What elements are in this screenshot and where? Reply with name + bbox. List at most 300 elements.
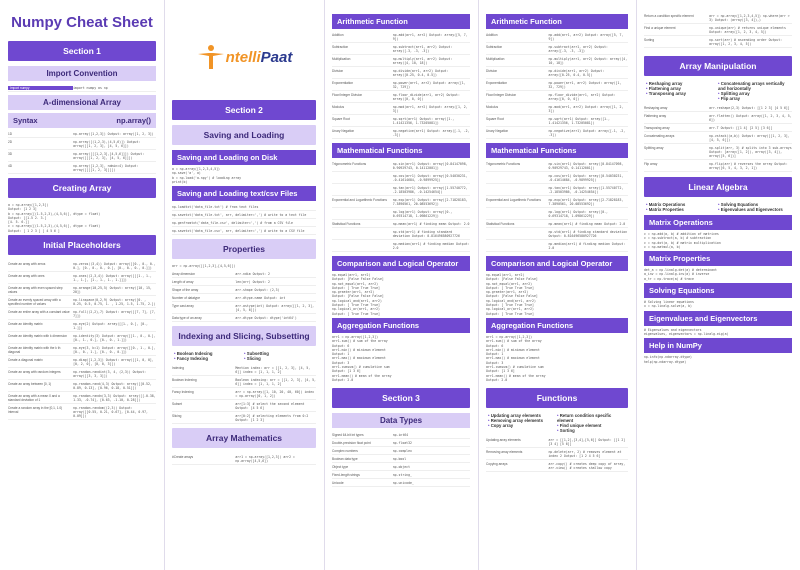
row-label: Create an identity matrix [8,321,43,326]
row-label: Create an array with even spaced step values [8,285,63,294]
row-code: arr = np.array([1,2,3,4,5]) np.where(arr > 3) Output: (array([3, 4]),) [709,13,790,22]
row-label: Shape of the array [172,287,199,292]
row-code: arr[0:2] # selecting elements from 0:2 Output: [1 2 3] [235,413,309,422]
row-label: Find a unique element [644,25,676,30]
linear-algebra-header: Linear Algebra [644,177,792,197]
table-row [172,412,316,424]
table-row [486,460,628,472]
row-code: np.divide(arr1, arr2) Output: array([0.25, 0.4, 0.5]) [548,68,605,77]
creating-array-header: Creating Array [8,178,156,198]
comparison-header: Comparison and Logical Operator [332,256,470,271]
table-row [8,260,156,272]
table-row [644,104,792,112]
syntax-key: Syntax [13,116,38,125]
list-item-text: np.genfromtxt('data_file.csv', delimiter=',') # from a CSV file [172,220,293,225]
row-code: np.mean(arr1) # finding mean Output: 2.0 [392,221,470,226]
row-code: arr.dtype Output: dtype('int64') [235,315,297,320]
table-row [644,12,792,24]
bullet-item: • Concatenating arrays vertically and horizontally [718,81,790,91]
table-row [332,67,470,79]
table-row [332,43,470,55]
table-row [332,79,470,91]
table-row [8,392,156,404]
table-row [332,479,470,487]
row-code: np.mean(arr1) # finding mean Output: 2.0 [548,221,626,226]
table-row [486,184,628,196]
row-label: Trigonometric Functions [332,161,367,166]
row-label: Flattening array [644,113,667,118]
math-function-rows-2 [478,160,636,252]
row-code: np.array([1,2,3]) Output: array([1, 2, 3]) [73,131,154,136]
row-code: np.floor_divide(arr1, arr2) Output: array([0, 0, 0]) [548,92,616,101]
import-convention-header: Import Convention [8,66,156,81]
nd-rows [0,130,164,174]
table-row [332,228,470,240]
row-code: Mention index: arr = [[1, 2, 3], [4, 5, 6]] index = [1, 1, 1, 2] [235,365,311,374]
table-row [332,447,470,455]
table-row [8,356,156,368]
bullet-item: • Matrix Operations [646,202,718,207]
aggregation-code: arr1 = np.array([1,2,3]) arr1.sum() # sum of the array Output: 6 arr1.min() # minimum element Output: 1 arr1.max() # maximum element Output: 3 arr1.cumsum() # cumulative sum Output: [1 3 6] arr1.mean() # mean of the array Output: 2.0 [332,334,392,382]
row-code: np.median(arr1) # finding median Output: 2.0 [548,241,626,250]
table-row [8,320,156,332]
row-label: Exponentiation [332,80,354,85]
list-item [172,211,316,219]
table-row [486,115,628,127]
bullet-item: • Reshaping array [646,81,718,86]
list-item [172,219,316,227]
aggregation-header-2: Aggregation Functions [486,318,628,333]
row-label [332,230,393,238]
row-code: np.identity(3) Output: array([[1., 0., 0.], [0., 1., 0.], [0., 0., 1.]]) [73,333,156,342]
row-label: Boolean Indexing [172,377,197,382]
import-row-value: import numpy as np [73,85,108,90]
eigen-header: Eigenvalues and Eigenvectors [644,311,792,326]
disk-header: Saving and Loading on Disk [172,150,316,165]
bullet-item: • Subsetting [244,351,314,356]
section-2-header: Section 2 [172,100,316,120]
row-code: np.int64 [392,432,409,437]
help-code: np.info(np.ndarray.dtype) help(np.ndarray.dtype) [644,355,692,364]
indexing-bullets-left [174,351,244,361]
section-1-header: Section 1 [8,41,156,61]
row-code: np.linspace(0,2,9) Output: array([0. , 0.25, 0.5, 0.75, 1. , 1.25, 1.5, 1.75, 2.]) [73,297,156,306]
bullet-item: • Boolean Indexing [174,351,244,356]
saving-loading-header: Saving and Loading [172,125,316,145]
row-label [332,186,393,194]
comparison-code: np.equal(arr1, arr2) Output: [False False False] np.not_equal(arr1, arr2) Output: [ True True True] np.greater(arr1, arr2) Output: [False False False] np.logical_and(arr1, arr2) Output: [ True True True] np.logical_or(arr1, arr2) Output: [ True True True] [332,273,384,316]
array-math-rows [164,453,324,465]
column-2 [164,0,324,570]
table-row [172,302,316,314]
table-row [644,124,792,132]
bullet-item: • Updating array elements [488,413,557,418]
row-code: np.std(arr1) # finding standard deviation Output: 0.816496580927726 [548,229,628,238]
table-row [486,448,628,460]
functions-bullets-right [557,413,626,433]
row-label: Addition [486,32,498,37]
bullet-item: • Return condition specific element [557,413,626,423]
row-label: Fixed-length strings [332,472,360,477]
row-label: Subtraction [332,44,349,49]
table-row [332,439,470,447]
row-code: np.cos(arr1) Output: array([0.54030231, -0.41614684, -0.9899925]) [548,173,624,182]
row-label: Modulus [332,104,345,109]
row-label: Flip array [644,161,658,166]
syntax-row [8,113,156,128]
table-row [332,115,470,127]
list-item-text: np.savetxt('data_file.txt', arr, delimiter=',') # write to a text file [172,212,307,217]
row-label: Splitting array [644,145,664,150]
table-row [332,172,470,184]
row-code: np.sort(arr) # ascending order Output: array([1, 2, 3, 4, 5]) [709,37,783,46]
row-label: Unary Negation [332,128,355,133]
row-label: Division [486,68,498,73]
table-row [8,284,156,296]
row-code: np.random.randint(3, 4, (2,3)) Output: array([[3, 3, 3]]) [73,369,147,378]
properties-header: Properties [172,239,316,259]
row-label: Unary Negation [486,128,509,133]
row-label: Length of array [172,279,194,284]
row-label: Create an array with zeros [8,261,46,266]
row-code: np.negative(arr1) Output: array([-1, -2, -3]) [548,128,626,137]
row-label: Floor/Integer Division [486,92,517,97]
table-row [486,103,628,115]
list-item-text: np.savetxt('data_file.csv', arr, delimiter=',') # write to a CSV file [172,228,305,233]
aggregation-header: Aggregation Functions [332,318,470,333]
import-row [8,84,156,92]
solving-equations-header: Solving Equations [644,283,792,298]
column-5 [636,0,800,570]
math-functions-header: Mathematical Functions [332,143,470,158]
row-code: np.diag([1,2,3]) Output: array([[1, 0, 0], [0, 2, 0], [0, 0, 3]]) [73,357,154,366]
arith-header-2: Arithmetic Function [486,14,628,29]
table-row [644,160,792,172]
table-row [332,91,470,103]
row-label: Create an array with a mean 0 and a standard deviation of 1 [8,393,60,402]
nd-array-header: A-dimensional Array [8,95,156,110]
row-label: Trigonometric Functions [486,161,521,166]
row-code: np.array([1,2,3], ndmin=4) Output: array([[[[1, 2, 3]]]]) [73,163,139,172]
row-label: Exponential and Logarithmic Functions [486,197,541,202]
row-label: Slicing [172,413,182,418]
row-label: Subset [172,401,182,406]
intellipaat-logo [164,44,324,70]
row-label: Create an array between [0, 1) [8,381,52,386]
table-row [332,31,470,43]
row-label [486,174,548,182]
table-row [486,67,628,79]
row-label: Square Root [332,116,350,121]
table-row [486,43,628,55]
row-label: Create a random array in the [0,1, 1.0) interval [8,405,63,414]
row-code: arr = np.array([1, 10, 20, 40, 60]) index = np.array([0, 1, 2]) [235,389,315,398]
bullet-item: • Flip array [718,96,790,101]
row-label: Return a condition specific element [644,13,694,18]
indexing-rows [164,364,324,424]
table-row [332,463,470,471]
table-row [8,150,156,162]
bullet-item: • Eigenvalues and Eigenvectors [718,207,790,212]
row-code: np.log(arr1) Output: array([0., 0.69314718, 1.09861229]) [548,209,608,218]
bullet-item: • Sorting [557,428,626,433]
column-3 [324,0,478,570]
row-label: 2D [8,139,13,144]
row-label: Indexing [172,365,185,370]
table-row [332,431,470,439]
property-rows [164,270,324,322]
table-row [486,91,628,103]
row-label [332,210,393,218]
row-label [486,210,548,218]
row-label: Multiplication [486,56,505,61]
array-math-header: Array Mathematics [172,428,316,448]
array-manipulation-header: Array Manipulation [644,56,792,76]
row-label: Division [332,68,344,73]
bullet-item: • Flattening array [646,86,718,91]
manipulation-bullets [646,81,790,101]
arith-rows-2 [478,31,636,139]
row-code: Boolean indexing: arr = [[1, 2, 3], [4, 5, 6]] index = [1, 1, 1, 2] [235,377,316,386]
bullet-item: • Find unique element [557,423,626,428]
table-row [172,376,316,388]
row-code: np.mod(arr1, arr2) Output: array([1, 2, 3]) [392,104,468,113]
row-code: np.random.random((2,3)) Output: array([[0.55, 0.21, 0.67], [0.44, 0.97, 0.09]]) [73,405,148,418]
row-label: Object type [332,464,349,469]
row-label: Reshaping array [644,105,668,110]
row-code: np.multiply(arr1, arr2) Output: array([4, 10, 18]) [548,56,628,65]
row-code: np.array([[[1,2,3],[4,5,6]]]) Output: array([[[1, 2, 3], [4, 5, 6]]]) [73,151,145,160]
bullet-item: • Copy array [488,423,557,428]
row-code: arr.T Output: [[1 4] [2 5] [3 6]] [709,125,773,130]
row-label [486,186,548,194]
bullet-item: • Fancy Indexing [174,356,244,361]
row-label: Number of datatype [172,295,200,300]
row-code: np.std(arr1) # finding standard deviation Output: 0.816496580927726 [392,229,460,238]
logo-figure-icon [196,44,226,70]
eigen-code: # Eigenvalues and eigenvectors eigenvalues, eigenvectors = np.linalg.eig(a) [644,327,729,336]
table-row [332,55,470,67]
table-row [8,404,156,420]
table-row [8,162,156,174]
manipulation-bullets-right [718,81,790,101]
linalg-bullets-right [718,202,790,212]
properties-code: arr = np.array([[1,2,3],[4,5,6]]) [172,264,236,269]
row-code: np.subtract(arr1, arr2) Output: array([-3, -3, -3]) [548,44,608,53]
row-code: np.ones((2,3,4)) Output: array([[[1., 1., 1., 1.], [1., 1., 1., 1.]]]) [73,273,152,282]
row-label: Create a diagonal matrix [8,357,43,362]
row-label: Sorting [644,37,655,42]
table-row [332,240,470,252]
row-label: Subtraction [486,44,503,49]
row-label: Create an array with random integers [8,369,61,374]
row-code: np.subtract(arr1, arr2) Output: array([-3, -3, -3]) [392,44,453,53]
table-row [172,400,316,412]
functions-header: Functions [486,388,628,408]
row-code: arr[1:3] # select the second element Output: [4 5 6] [235,401,305,410]
table-row [172,294,316,302]
row-code: np.add(arr1, arr2) Output: array([5, 7, 9]) [548,32,624,41]
math-functions-header-2: Mathematical Functions [486,143,628,158]
row-code: np.full((2,2),7) Output: array([[7, 7], [7, 7]]) [73,309,156,318]
table-row [8,344,156,356]
row-label: Statistical Functions [486,221,515,226]
row-code: np.tan(arr1) Output: array([1.55740772, -2.18503986, -0.14254654]) [392,185,468,194]
column-4 [478,0,636,570]
table-row [644,36,792,48]
logo-text-part2: Paat [260,48,293,66]
list-item-text: np.loadtxt('data_file.txt') # from text files [172,204,259,209]
row-code: np.tan(arr1) Output: array([1.55740772, -2.18503986, -0.14254654]) [548,185,624,194]
table-row [8,130,156,138]
page-title: Numpy Cheat Sheet [11,14,153,31]
row-code: np.object [392,464,410,469]
row-code: np.median(arr1) # finding median Output: 2.0 [392,241,470,250]
row-code: np.sqrt(arr1) Output: array([1., 1.41421356, 1.73205081]) [548,116,610,125]
row-code: np.power(arr1, arr2) Output: array([1, 32, 729]) [392,80,466,89]
row-code: np.array([(1,2,3),(4,5,6)]) Output: array([[1, 2, 3], [4, 5, 6]]) [73,139,141,148]
row-code: arr.reshape(2,3) Output: [[1 2 3] [4 5 6]] [709,105,790,110]
table-row [332,471,470,479]
functions-bullets [488,413,626,433]
row-code: arr1 = np.array([1,2,3]) arr2 = np.array([4,5,6]) [235,454,295,463]
row-code: arr.dtype.name Output: int [235,295,286,300]
row-label: Transposing array [644,125,670,130]
row-label [486,242,548,250]
table-row [486,55,628,67]
table-row [644,144,792,160]
table-row [486,228,628,240]
manipulation-rows [636,104,800,172]
solving-equations-code: # Solving linear equations x = np.linalg.solve(a, b) [644,300,694,309]
row-code: np.sin(arr1) Output: array([0.84147098, 0.90929743, 0.14112001]) [392,161,468,170]
row-code: np.exp(arr1) Output: array([2.71828183, 7.3890561, 20.08553692]) [548,197,624,206]
bullet-item: • Splitting array [718,91,790,96]
table-row [172,270,316,278]
linalg-bullets [646,202,790,212]
bullet-item: • Slicing [244,356,314,361]
matrix-operations-header: Matrix Operations [644,215,792,230]
row-code: np.bool [392,456,407,461]
table-row [172,388,316,400]
row-label: Create an identity matrix with the k th diagonal [8,345,61,354]
row-code: len(arr) Output: 2 [235,279,270,284]
matrix-properties-header: Matrix Properties [644,251,792,266]
table-row [8,138,156,150]
table-row [8,368,156,380]
row-code: np.divide(arr1, arr2) Output: array([0.25, 0.4, 0.5]) [392,68,449,77]
import-row-key: Import numpy [8,86,73,90]
table-row [8,332,156,344]
table-row [486,220,628,228]
row-label: #Create arrays [172,454,194,459]
row-label: Array dimension [172,271,196,276]
table-row [8,296,156,308]
row-label: Exponential and Logarithmic Functions [332,197,387,202]
table-row [332,196,470,208]
table-row [644,132,792,144]
row-code: arr.flatten() Output: array([1, 2, 3, 4, 5, 6]) [709,113,792,122]
row-label [332,242,393,250]
table-row [486,196,628,208]
arith-header: Arithmetic Function [332,14,470,29]
row-code: np.split(arr, 3) # splits into 3 sub-arrays Output: [array([1, 2]), array([3, 4]), array([5, 6])] [709,145,792,158]
row-label: Type cast array [172,303,194,308]
table-row [486,127,628,139]
matrix-properties-code: det_a = np.linalg.det(a) # determinant a_inv = np.linalg.inv(a) # inverse a_tr = np.trace(a) # trace [644,268,717,281]
column-1 [0,0,164,570]
condition-rows [636,12,800,48]
row-label: Modulus [486,104,499,109]
row-label: Multiplication [332,56,351,61]
row-code: arr.ndim Output: 2 [235,271,270,276]
row-label: Unicode [332,480,344,485]
row-code: np.mod(arr1, arr2) Output: array([1, 2, 3]) [548,104,624,113]
indexing-header: Indexing and Slicing, Subsetting [172,326,316,346]
linalg-bullets-left [646,202,718,212]
row-label: Complex numbers [332,448,358,453]
table-row [486,436,628,448]
row-label: 4D [8,163,13,168]
row-label: Statistical Functions [332,221,361,226]
row-label: Create an evenly spaced array with a specified number of values [8,297,61,306]
function-rows [478,436,636,472]
table-row [172,278,316,286]
row-code: np.vstack((a,b)) Output: array([[1, 2, 3], [4, 5, 6]]) [709,133,790,142]
arith-rows [324,31,478,139]
section-3-header: Section 3 [332,388,470,408]
table-row [644,24,792,36]
row-code: np.eye(2) Output: array([[1., 0.], [0., 1.]]) [73,321,148,330]
row-code: np.delete(arr, 2) # removes element at index 2 Output: [1 2 4 5 6] [548,449,622,458]
table-row [486,172,628,184]
initial-placeholders-header: Initial Placeholders [8,235,156,255]
table-row [8,272,156,284]
logo-text [226,49,293,66]
row-label: Fancy Indexing [172,389,194,394]
list-item [172,203,316,211]
disk-code: a = np.array([1,2,3,4,5]) np.save('a', a) b = np.load('a.npy') # loading array print(b) [172,167,242,184]
row-label: Create an array with ones [8,273,45,278]
row-code: np.random.randn(3,3) Output: array([[-0.38, 1.33, -0.74], [0.63, -1.10, 0.28]]) [73,393,156,402]
row-code: np.cos(arr1) Output: array([0.54030231, -0.41614684, -0.9899925]) [392,173,468,182]
table-row [172,453,316,465]
row-label: Updating array elements [486,437,521,442]
row-label: Boolean data type [332,456,358,461]
row-label: Floor/Integer Division [332,92,363,97]
table-row [172,286,316,294]
table-row [8,380,156,392]
indexing-bullets [174,351,314,361]
list-item [172,227,316,235]
data-types-header: Data Types [332,413,470,428]
row-code: arr.copy() # creates deep copy of array, arr.view() # creates shallow copy [548,461,626,470]
row-code: np.eye(3, k=1) Output: array([[0., 1., 0.], [0., 0., 1.], [0., 0., 0.]]) [73,345,156,354]
row-label: Addition [332,32,344,37]
table-row [332,160,470,172]
row-label: Concatenating arrays [644,133,675,138]
row-code: arr.astype(int) Output: array([[1, 2, 3], [4, 5, 6]]) [235,303,315,312]
row-label: Create an identity matrix with k dimension [8,333,67,338]
row-code: np.string_ [392,472,412,477]
table-row [332,208,470,220]
row-code: np.log(arr1) Output: array([0., 0.69314718, 1.09861229]) [392,209,453,218]
row-label: Double-precision float point [332,440,371,445]
row-label [486,230,548,238]
table-row [332,220,470,228]
row-code: np.complex [392,448,412,453]
bullet-item: • Transposing array [646,91,718,96]
